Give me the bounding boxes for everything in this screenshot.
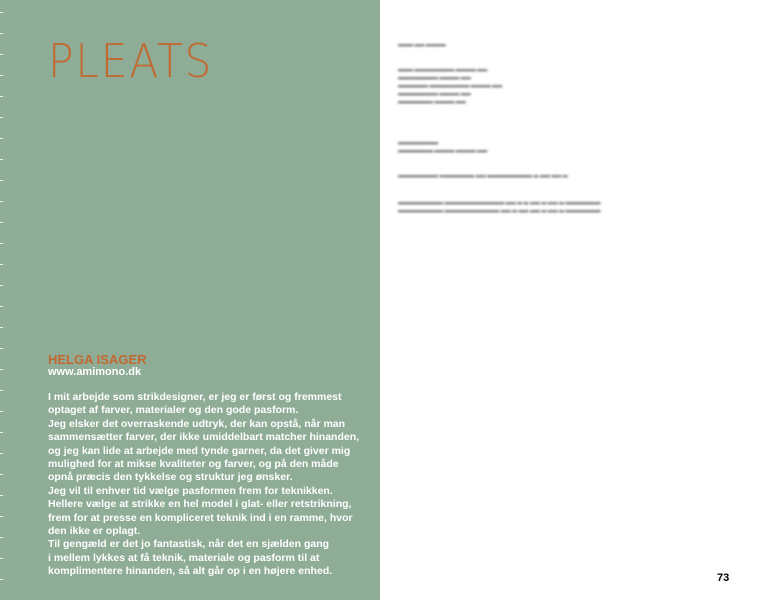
edge-tick (0, 96, 3, 97)
edge-tick (0, 579, 3, 580)
bio-paragraph: Til gengæld er det jo fantastisk, når det en sjælden gang i mellem lykkes at få teknik, materiale og pasform til at komplimentere hinanden, så alt går op i en højere enhed. (48, 538, 333, 578)
edge-tick (0, 558, 3, 559)
edge-tick (0, 33, 3, 34)
edge-tick (0, 222, 3, 223)
edge-tick (0, 201, 3, 202)
page-title: PLEATS (48, 34, 214, 88)
edge-tick (0, 117, 3, 118)
edge-tick (0, 537, 3, 538)
edge-tick (0, 495, 3, 496)
edge-tick (0, 474, 3, 475)
edge-tick (0, 432, 3, 433)
edge-ticks (0, 0, 4, 600)
edge-tick (0, 411, 3, 412)
bio-paragraph: I mit arbejde som strikdesigner, er jeg er først og fremmest optaget af farver, materialer og den gode pasform. Jeg elsker det overraskende udtryk, der kan opstå, når man sammensætter farver, der ikke umiddelbart matcher hinanden, og jeg kan lide at arbejde med tynde garner, da det giver mig mulighed for at mikse kvaliteter og farver, og på den måde opnå præcis den tykkelse og struktur jeg ønsker. (48, 391, 360, 484)
left-panel (0, 0, 380, 600)
blurred-gauge: ▬▬▬▬▬▬▬▬▬ ▬▬▬▬▬▬▬▬▬▬▬▬ ▬▬ ▬ ▬ ▬▬ ▬ ▬▬ ▬ ▬▬▬▬▬▬▬ ▬▬▬▬▬▬▬▬▬ ▬▬▬▬▬▬▬▬▬▬▬ ▬▬ ▬ ▬▬ ▬▬ ▬ ▬▬ ▬ ▬▬▬▬▬▬▬ (398, 200, 601, 214)
author-bio (48, 391, 368, 579)
edge-tick (0, 390, 3, 391)
edge-tick (0, 12, 3, 13)
author-website: www.amimono.dk (48, 366, 142, 378)
page-number: 73 (717, 572, 730, 584)
edge-tick (0, 138, 3, 139)
blurred-needles: ▬▬▬▬▬▬▬▬ ▬▬▬▬▬▬▬ ▬▬ ▬▬▬▬▬▬▬▬▬ ▬ ▬▬ ▬▬ ▬ (398, 173, 568, 179)
edge-tick (0, 369, 3, 370)
edge-tick (0, 159, 3, 160)
edge-tick (0, 306, 3, 307)
edge-tick (0, 348, 3, 349)
blurred-materials: ▬▬▬▬▬▬▬▬ ▬▬▬▬▬▬▬ ▬▬▬▬ ▬▬▬▬ ▬▬ (398, 140, 488, 154)
edge-tick (0, 516, 3, 517)
blurred-size-heading: ▬▬▬ ▬▬ ▬▬▬▬ (398, 42, 446, 48)
blurred-measurements: ▬▬▬ ▬▬▬▬▬▬▬▬ ▬▬▬▬ ▬▬ ▬▬▬▬▬▬▬▬ ▬▬▬▬ ▬▬ ▬▬▬▬▬▬ ▬▬▬▬▬▬▬▬ ▬▬▬▬ ▬▬ ▬▬▬▬▬▬▬▬ ▬▬▬▬ ▬▬ ▬▬▬▬▬▬▬ ▬▬▬▬ ▬▬ (398, 67, 503, 105)
edge-tick (0, 243, 3, 244)
edge-tick (0, 75, 3, 76)
edge-tick (0, 285, 3, 286)
edge-tick (0, 327, 3, 328)
edge-tick (0, 453, 3, 454)
bio-paragraph: Jeg vil til enhver tid vælge pasformen frem for teknikken. Hellere vælge at strikke en hel model i glat- eller retstrikning, frem for at presse en kompliceret teknik ind i en ramme, hvor den ikke er oplagt. (48, 484, 353, 538)
edge-tick (0, 180, 3, 181)
edge-tick (0, 54, 3, 55)
author-name: HELGA ISAGER (48, 352, 147, 367)
edge-tick (0, 264, 3, 265)
